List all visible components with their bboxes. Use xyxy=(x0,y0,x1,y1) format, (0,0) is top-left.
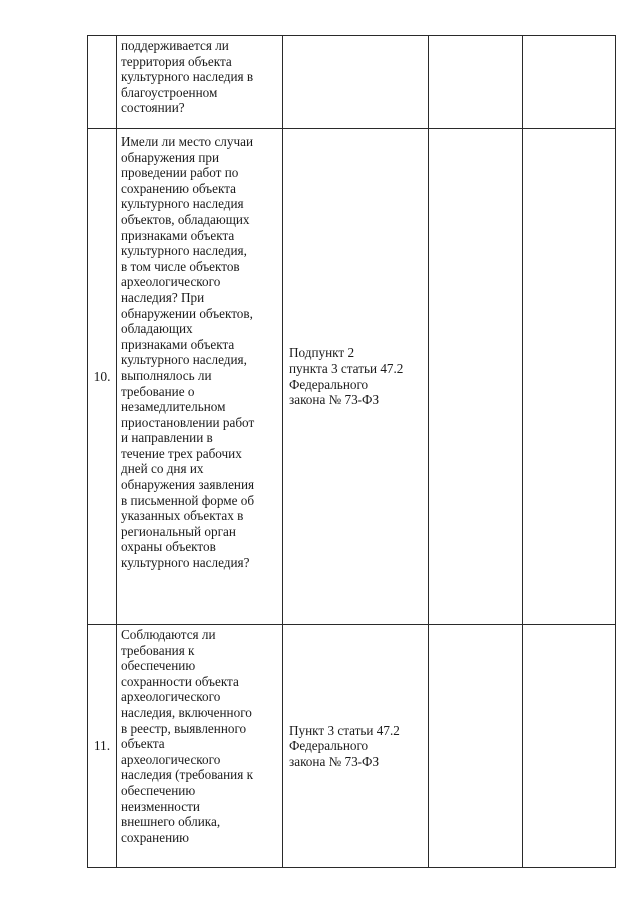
empty-cell xyxy=(523,36,616,129)
reference-cell: Пункт 3 статьи 47.2 Федерального закона № 73-ФЗ xyxy=(283,625,429,868)
question-cell: поддерживается ли территория объекта культурного наследия в благоустроенном состоянии? xyxy=(117,36,283,129)
empty-cell xyxy=(523,129,616,625)
reference-cell: Подпункт 2 пункта 3 статьи 47.2 Федерального закона № 73-ФЗ xyxy=(283,129,429,625)
row-number: 10. xyxy=(88,129,117,625)
table-row xyxy=(88,625,616,868)
question-cell: Соблюдаются ли требования к обеспечению сохранности объекта археологического наследия, включенного в реестр, выявленного объекта археологического наследия (требования к обеспечению неизменности внешнего облика, сохранению xyxy=(117,625,283,868)
empty-cell xyxy=(429,129,523,625)
row-number xyxy=(88,36,117,129)
empty-cell xyxy=(429,36,523,129)
table-row xyxy=(88,129,616,625)
question-cell: Имели ли место случаи обнаружения при проведении работ по сохранению объекта культурного наследия объектов, обладающих признаками объекта культурного наследия, в том числе объектов археологического наследия? При обнаружении объектов, обладающих признаками объекта культурного наследия, выполнялось ли требование о незамедлительном приостановлении работ и направлении в течение трех рабочих дней со дня их обнаружения заявления в письменной форме об указанных объектах в региональный орган охраны объектов культурного наследия? xyxy=(117,129,283,625)
empty-cell xyxy=(429,625,523,868)
reference-cell xyxy=(283,36,429,129)
checklist-table xyxy=(87,35,616,868)
empty-cell xyxy=(523,625,616,868)
table-row xyxy=(88,36,616,129)
row-number: 11. xyxy=(88,625,117,868)
